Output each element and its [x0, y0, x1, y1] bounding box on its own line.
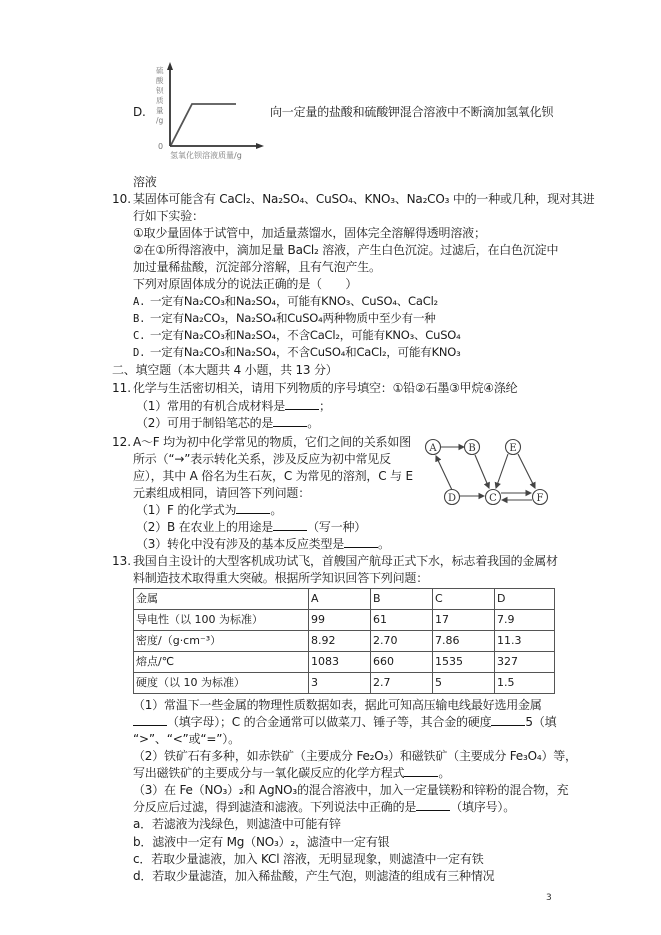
graph-line [171, 104, 236, 145]
q10-question: 下列对原固体成分的说法正确的是（ ） [133, 277, 358, 291]
q13-option-a: a．若滤液为浅绿色，则滤渣中可能有锌 [133, 817, 341, 831]
q10-option-d[interactable]: 一定有Na₂CO₃和Na₂SO₄，不含CuSO₄和CaCl₂，可能有KNO₃ [150, 345, 461, 359]
graph-axes [152, 60, 272, 160]
q11-stem: 化学与生活密切相关，请用下列物质的序号填空：①铅②石墨③甲烷④涤纶 [133, 381, 518, 395]
diagram-svg [415, 432, 565, 510]
q12-sub2 [136, 519, 366, 535]
q13-part1-2b: 5（填 [525, 715, 557, 729]
table-header-cell: C [433, 589, 495, 610]
q10-number: 10. [112, 192, 132, 206]
q10-option-c[interactable]: 一定有Na₂CO₃和Na₂SO₄，不含CaCl₂，可能有KNO₃、CuSO₄ [150, 328, 461, 342]
answer-blank[interactable] [273, 519, 307, 531]
table-cell: 1.5 [495, 673, 555, 694]
table-cell: 7.86 [433, 631, 495, 652]
q13-stem-2: 料制造技术取得重大突破。根据所学知识回答下列问题： [133, 571, 429, 585]
q10-option-d-label: D. [133, 347, 146, 359]
table-header-cell: A [309, 589, 371, 610]
q10-stem: 某固体可能含有 CaCl₂、Na₂SO₄、CuSO₄、KNO₃、Na₂CO₃ 中的一种或几种，现对其进 [133, 192, 595, 206]
q12-sub1 [136, 502, 282, 518]
q13-part1-2 [133, 714, 556, 730]
x-axis-label: 氢氧化钡溶液质量/g [170, 151, 242, 160]
x-axis-arrow-icon [256, 143, 264, 149]
table-header-cell: D [495, 589, 555, 610]
q12-sub3 [136, 536, 390, 552]
y-axis-label: 硫 酸 钡 质 量 /g [156, 66, 164, 125]
relationship-diagram [415, 432, 565, 510]
edge-e-f [518, 454, 535, 488]
q10-option-a-label: A. [133, 296, 146, 308]
table-cell: 密度/（g·cm⁻³） [134, 631, 309, 652]
edge-d-a [436, 456, 452, 490]
y-axis-arrow-icon [167, 62, 173, 70]
node-a-label: A [429, 443, 437, 454]
answer-blank[interactable] [344, 536, 378, 548]
table-cell: 7.9 [495, 610, 555, 631]
q13-part1-2a: （填字母）；C 的合金通常可以做菜刀、锤子等，其合金的硬度 [167, 715, 492, 729]
q12-stem-2: 所示（“→”表示转化关系，涉及反应为初中常见反 [133, 452, 391, 466]
table-cell: 硬度（以 10 为标准） [134, 673, 309, 694]
table-cell: 1535 [433, 652, 495, 673]
q12-stem-1: A～F 均为初中化学常见的物质，它们之间的关系如图 [133, 435, 411, 449]
edge-e-c [496, 454, 508, 488]
q11-sub1 [136, 398, 331, 414]
table-cell: 61 [371, 610, 433, 631]
option-d-text-cont: 溶液 [133, 175, 157, 189]
table-cell: 5 [433, 673, 495, 694]
q11-sub2 [136, 415, 319, 431]
table-cell: 1083 [309, 652, 371, 673]
edge-b-c [475, 455, 489, 488]
table-row [134, 610, 555, 631]
q13-part3-2-end: （填序号）。 [450, 800, 516, 814]
q10-option-a[interactable]: 一定有Na₂CO₃和Na₂SO₄，可能有KNO₃、CuSO₄、CaCl₂ [150, 294, 438, 308]
node-b-label: B [468, 443, 476, 454]
q12-sub2-text: （2）B 在农业上的用途是 [136, 520, 274, 534]
q13-part2-1: （2）铁矿石有多种，如赤铁矿（主要成分 Fe₂O₃）和磁铁矿（主要成分 Fe₃O₄）等， [133, 749, 577, 763]
origin-label: 0 [158, 142, 164, 151]
q10-option-c-label: C. [133, 330, 146, 342]
node-f-label: F [536, 493, 544, 504]
answer-blank[interactable] [491, 714, 525, 726]
q13-part3-1: （3）在 Fe（NO₃）₂和 AgNO₃的混合溶液中，加入一定量镁粉和锌粉的混合物，充 [133, 783, 569, 797]
node-e-label: E [509, 443, 517, 454]
q13-part2-2 [133, 765, 450, 781]
answer-blank[interactable] [404, 765, 438, 777]
table-cell: 660 [371, 652, 433, 673]
q12-sub1-text: （1）F 的化学式为 [136, 503, 237, 517]
q10-step1: ①取少量固体于试管中，加适量蒸馏水，固体完全溶解得透明溶液； [133, 226, 486, 240]
q13-part3-2-text: 分反应后过滤，得到滤渣和滤液。下列说法中正确的是 [133, 800, 417, 814]
table-row [134, 631, 555, 652]
table-cell: 99 [309, 610, 371, 631]
answer-blank[interactable] [133, 714, 167, 726]
option-d-label: D. [133, 105, 146, 119]
table-cell: 2.70 [371, 631, 433, 652]
table-row [134, 652, 555, 673]
node-d-label: D [447, 493, 457, 504]
section-heading: 二、填空题（本大题共 4 小题，共 13 分） [112, 363, 338, 377]
page-number: 3 [546, 893, 552, 903]
q10-step2-cont: 加过量稀盐酸，沉淀部分溶解，且有气泡产生。 [133, 260, 381, 274]
barium-sulfate-graph [152, 60, 272, 160]
answer-blank[interactable] [273, 415, 307, 427]
q12-sub1-end: 。 [270, 503, 283, 517]
table-row [134, 673, 555, 694]
q11-sub2-end: 。 [307, 416, 320, 430]
q11-sub2-text: （2）可用于制铅笔芯的是 [136, 416, 274, 430]
table-cell: 327 [495, 652, 555, 673]
table-cell: 导电性（以 100 为标准） [134, 610, 309, 631]
table-header-cell: B [371, 589, 433, 610]
q13-option-c: c．若取少量滤液，加入 KCl 溶液，无明显现象，则滤渣中一定有铁 [133, 852, 484, 866]
table-cell: 熔点/℃ [134, 652, 309, 673]
q11-number: 11. [112, 381, 132, 395]
q10-option-b[interactable]: 一定有Na₂CO₃，Na₂SO₄和CuSO₄两种物质中至少有一种 [150, 311, 436, 325]
table-header-cell: 金属 [134, 589, 309, 610]
table-cell: 8.92 [309, 631, 371, 652]
answer-blank[interactable] [236, 502, 270, 514]
answer-blank[interactable] [416, 799, 450, 811]
table-cell: 17 [433, 610, 495, 631]
node-c-label: C [489, 493, 497, 504]
q10-stem-cont: 行如下实验： [133, 209, 204, 223]
table-cell: 2.7 [371, 673, 433, 694]
q12-stem-3: 应），其中 A 俗名为生石灰，C 为常见的溶剂，C 与 E [133, 469, 413, 483]
q13-option-b: b．滤液中一定有 Mg（NO₃）₂，滤渣中一定有银 [133, 835, 390, 849]
q11-sub1-text: （1）常用的有机合成材料是 [136, 399, 286, 413]
q13-number: 13. [112, 554, 132, 568]
q12-sub3-end: 。 [378, 537, 390, 551]
table-cell: 3 [309, 673, 371, 694]
q10-option-b-label: B. [133, 313, 146, 325]
q12-sub3-text: （3）转化中没有涉及的基本反应类型是 [136, 537, 345, 551]
q11-sub1-end: ； [319, 399, 331, 413]
q12-sub2-end: （写一种） [307, 520, 367, 534]
q13-part2-2-text: 写出磁铁矿的主要成分与一氧化碳反应的化学方程式 [133, 766, 405, 780]
q13-part1-3: “>”、“<”或“=”）。 [133, 732, 240, 746]
q10-step2: ②在①所得溶液中，滴加足量 BaCl₂ 溶液，产生白色沉淀。过滤后，在白色沉淀中 [133, 243, 559, 257]
table-cell: 11.3 [495, 631, 555, 652]
table-header-row [134, 589, 555, 610]
answer-blank[interactable] [285, 398, 319, 410]
metal-properties-table [133, 588, 555, 694]
q12-number: 12. [112, 435, 132, 449]
q12-stem-4: 元素组成相同，请回答下列问题： [133, 486, 311, 500]
q13-part1-1: （1）常温下一些金属的物理性质数据如表，据此可知高压输电线最好选用金属 [133, 698, 542, 712]
q13-stem-1: 我国自主设计的大型客机成功试飞，首艘国产航母正式下水，标志着我国的金属材 [133, 554, 558, 568]
q13-part3-2 [133, 799, 515, 815]
q13-option-d: d．若取少量滤渣，加入稀盐酸，产生气泡，则滤渣的组成有三种情况 [133, 869, 495, 883]
q13-part2-2-end: 。 [438, 766, 451, 780]
option-d-text: 向一定量的盐酸和硫酸钾混合溶液中不断滴加氢氧化钡 [270, 105, 554, 119]
